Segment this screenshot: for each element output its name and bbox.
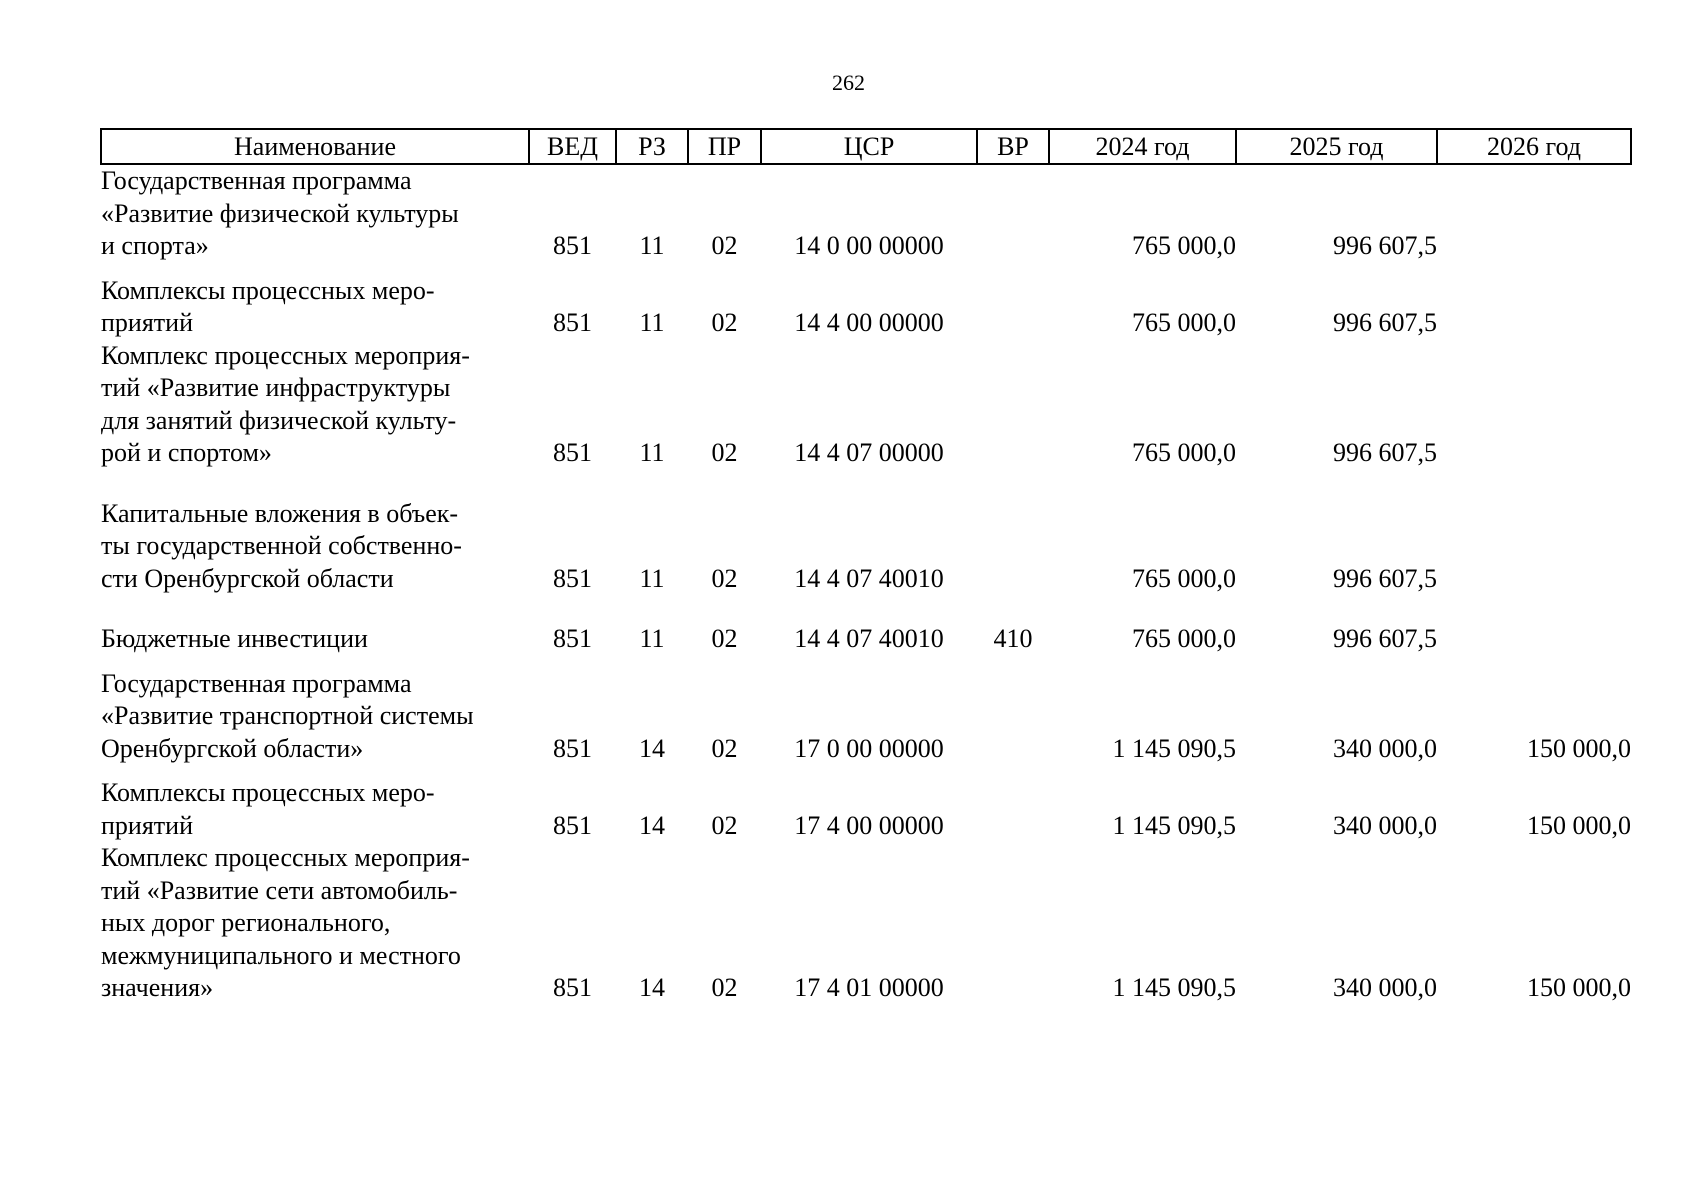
header-vr: ВР xyxy=(977,129,1049,164)
budget-table xyxy=(100,128,1632,1005)
cell-2026: 150 000,0 xyxy=(1527,810,1631,840)
cell-2026 xyxy=(1437,498,1631,624)
cell-vr: 410 xyxy=(993,624,1033,653)
row-name xyxy=(101,623,529,668)
cell-vr xyxy=(977,668,1049,778)
cell-pr: 02 xyxy=(711,973,738,1002)
cell-rz: 14 xyxy=(639,810,665,840)
header-pr: ПР xyxy=(688,129,761,164)
cell-csr: 14 0 00 00000 xyxy=(794,231,944,260)
cell-2025: 340 000,0 xyxy=(1333,810,1437,840)
cell-pr: 02 xyxy=(711,624,738,653)
cell-ved: 851 xyxy=(553,563,592,593)
cell-2026 xyxy=(1437,623,1631,668)
cell-2026: 150 000,0 xyxy=(1527,973,1631,1002)
row-name xyxy=(101,275,529,340)
header-2025: 2025 год xyxy=(1236,129,1437,164)
cell-2024: 765 000,0 xyxy=(1132,624,1236,653)
name-line: Государственная программа xyxy=(101,166,412,195)
cell-pr: 02 xyxy=(711,231,738,260)
cell-vr xyxy=(977,777,1049,842)
cell-rz: 11 xyxy=(639,308,665,337)
cell-vr xyxy=(977,340,1049,498)
cell-2025: 340 000,0 xyxy=(1333,733,1437,763)
cell-ved: 851 xyxy=(553,733,592,763)
cell-2024: 765 000,0 xyxy=(1132,563,1236,593)
cell-csr: 17 0 00 00000 xyxy=(794,733,944,763)
cell-rz: 14 xyxy=(639,973,665,1002)
cell-2025: 996 607,5 xyxy=(1333,624,1437,653)
cell-2024: 1 145 090,5 xyxy=(1112,733,1236,763)
cell-2025: 996 607,5 xyxy=(1333,563,1437,593)
cell-pr: 02 xyxy=(711,733,738,763)
cell-vr xyxy=(977,164,1049,275)
cell-2026 xyxy=(1437,340,1631,498)
row-name xyxy=(101,842,529,1005)
header-2024: 2024 год xyxy=(1049,129,1236,164)
cell-ved: 851 xyxy=(553,973,592,1002)
cell-rz: 11 xyxy=(639,563,665,593)
cell-2024: 1 145 090,5 xyxy=(1112,973,1236,1002)
row-name xyxy=(101,777,529,842)
name-line: «Развитие физической культуры xyxy=(101,198,459,228)
name-line: и спорта» xyxy=(101,231,209,260)
cell-rz: 11 xyxy=(639,624,665,653)
name-line: ты государственной собственно- xyxy=(101,531,462,560)
cell-csr: 17 4 00 00000 xyxy=(794,810,944,840)
cell-csr: 14 4 00 00000 xyxy=(794,308,944,337)
name-line: Комплекс процессных мероприя- xyxy=(101,843,470,872)
name-line: тий «Развитие сети автомобиль- xyxy=(101,875,458,905)
cell-2026 xyxy=(1437,164,1631,275)
row-name xyxy=(101,498,529,624)
header-name: Наименование xyxy=(101,129,529,164)
table-row xyxy=(101,668,1631,778)
cell-pr: 02 xyxy=(711,438,738,467)
row-name xyxy=(101,668,529,778)
cell-ved: 851 xyxy=(553,308,592,337)
cell-ved: 851 xyxy=(553,810,592,840)
cell-2025: 996 607,5 xyxy=(1333,438,1437,467)
header-ved: ВЕД xyxy=(529,129,616,164)
cell-ved: 851 xyxy=(553,624,592,653)
cell-2024: 765 000,0 xyxy=(1132,231,1236,260)
name-line: «Развитие транспортной системы xyxy=(101,701,474,730)
name-line: сти Оренбургской области xyxy=(101,563,394,593)
cell-2024: 765 000,0 xyxy=(1132,308,1236,337)
cell-vr xyxy=(977,275,1049,340)
cell-2025: 996 607,5 xyxy=(1333,231,1437,260)
name-line: Государственная программа xyxy=(101,668,412,698)
cell-vr xyxy=(977,498,1049,624)
page-number: 262 xyxy=(832,70,865,95)
cell-csr: 14 4 07 40010 xyxy=(794,624,944,653)
name-line: Комплексы процессных меро- xyxy=(101,778,435,807)
cell-rz: 11 xyxy=(639,231,665,260)
cell-ved: 851 xyxy=(553,438,592,467)
header-2026: 2026 год xyxy=(1437,129,1631,164)
cell-2024: 1 145 090,5 xyxy=(1112,810,1236,840)
table-row xyxy=(101,498,1631,624)
name-line: для занятий физической культу- xyxy=(101,405,457,435)
cell-rz: 14 xyxy=(639,733,665,763)
table-row xyxy=(101,842,1631,1005)
cell-2026 xyxy=(1437,275,1631,340)
table-row xyxy=(101,340,1631,498)
table-row xyxy=(101,777,1631,842)
cell-csr: 14 4 07 40010 xyxy=(794,563,944,593)
cell-csr: 14 4 07 00000 xyxy=(794,438,944,467)
name-line: приятий xyxy=(101,810,193,840)
table-row xyxy=(101,623,1631,668)
cell-2026: 150 000,0 xyxy=(1527,733,1631,763)
cell-2024: 765 000,0 xyxy=(1132,438,1236,467)
cell-rz: 11 xyxy=(639,438,665,467)
name-line: Комплекс процессных мероприя- xyxy=(101,340,470,370)
name-line: Оренбургской области» xyxy=(101,733,364,763)
name-line: Капитальные вложения в объек- xyxy=(101,498,459,528)
table-header-row xyxy=(101,129,1631,164)
table-row xyxy=(101,164,1631,275)
cell-pr: 02 xyxy=(711,308,738,337)
name-line: ных дорог регионального, xyxy=(101,908,391,937)
name-line: рой и спортом» xyxy=(101,438,272,467)
table-row xyxy=(101,275,1631,340)
name-line: межмуниципального и местного xyxy=(101,940,461,970)
cell-2025: 340 000,0 xyxy=(1333,973,1437,1002)
cell-pr: 02 xyxy=(711,810,738,840)
cell-ved: 851 xyxy=(553,231,592,260)
header-rz: РЗ xyxy=(616,129,688,164)
name-line: Бюджетные инвестиции xyxy=(101,624,368,653)
name-line: Комплексы процессных меро- xyxy=(101,275,435,305)
name-line: значения» xyxy=(101,973,214,1002)
row-name xyxy=(101,340,529,498)
cell-2025: 996 607,5 xyxy=(1333,308,1437,337)
name-line: тий «Развитие инфраструктуры xyxy=(101,373,451,402)
cell-vr xyxy=(977,842,1049,1005)
cell-pr: 02 xyxy=(711,563,738,593)
name-line: приятий xyxy=(101,308,193,337)
cell-csr: 17 4 01 00000 xyxy=(794,973,944,1002)
row-name xyxy=(101,164,529,275)
header-csr: ЦСР xyxy=(761,129,977,164)
